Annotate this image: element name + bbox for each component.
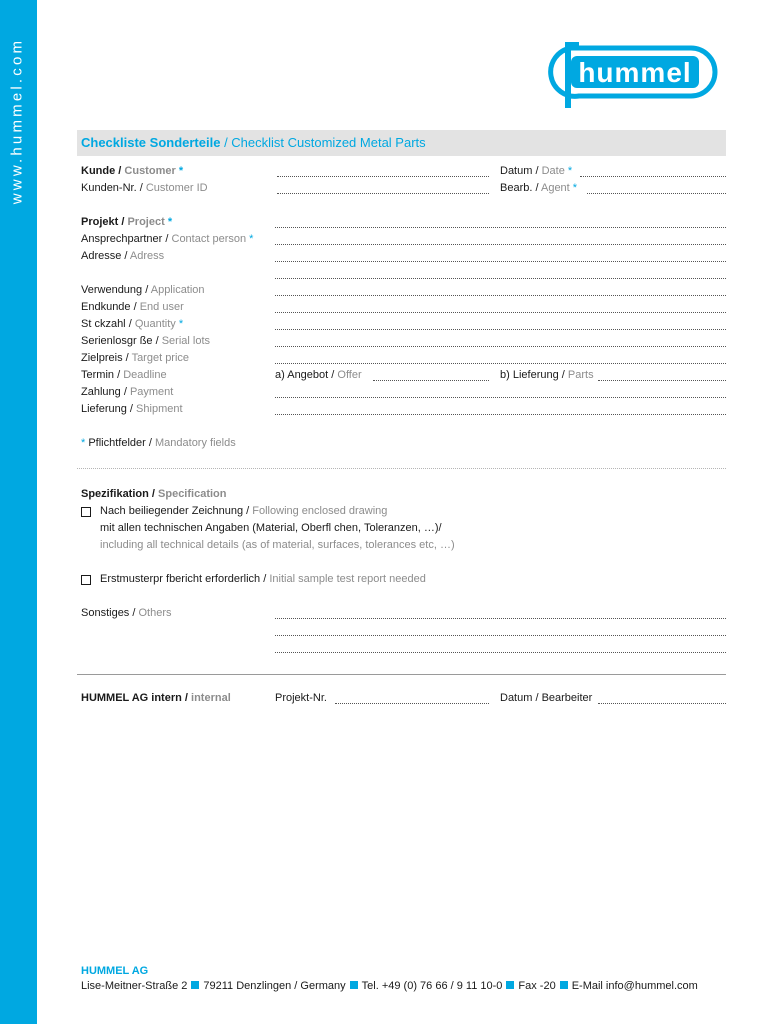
footer-city: 79211 Denzlingen / Germany xyxy=(203,980,346,992)
project-label: Projekt / Project * xyxy=(81,216,173,228)
drawing-label: Nach beiliegender Zeichnung / Following enclosed drawing xyxy=(100,505,388,517)
payment-field[interactable] xyxy=(275,387,726,398)
website-url: www.hummel.com xyxy=(8,37,26,205)
serial-lots-field[interactable] xyxy=(275,336,726,347)
offer-label: a) Angebot / Offer xyxy=(275,369,362,381)
quantity-field[interactable] xyxy=(275,319,726,330)
footer-email[interactable]: E-Mail info@hummel.com xyxy=(571,980,698,992)
internal-divider xyxy=(77,674,726,675)
date-editor-label: Datum / Bearbeiter xyxy=(500,692,593,704)
others-field[interactable] xyxy=(275,608,726,619)
quantity-label: St ckzahl / Quantity * xyxy=(81,318,184,330)
footer-address xyxy=(81,980,698,992)
parts-delivery-label: b) Lieferung / Parts xyxy=(500,369,594,381)
address-field[interactable] xyxy=(275,251,726,262)
drawing-detail-en: including all technical details (as of material, surfaces, tolerances etc, …) xyxy=(100,539,455,551)
shipment-label: Lieferung / Shipment xyxy=(81,403,183,415)
internal-label: HUMMEL AG intern / internal xyxy=(81,692,231,704)
target-price-label: Zielpreis / Target price xyxy=(81,352,190,364)
title-bar xyxy=(77,130,726,156)
customer-id-label: Kunden-Nr. / Customer ID xyxy=(81,182,208,194)
application-field[interactable] xyxy=(275,285,726,296)
address-field-2[interactable] xyxy=(275,268,726,279)
customer-id-field[interactable] xyxy=(277,183,489,194)
shipment-field[interactable] xyxy=(275,404,726,415)
hummel-logo xyxy=(541,38,729,108)
application-label: Verwendung / Application xyxy=(81,284,205,296)
drawing-detail-de: mit allen technischen Angaben (Material, Oberfl chen, Toleranzen, …)/ xyxy=(100,522,442,534)
contact-person-label: Ansprechpartner / Contact person * xyxy=(81,233,254,245)
agent-field[interactable] xyxy=(587,183,726,194)
customer-field[interactable] xyxy=(277,166,489,177)
sample-report-checkbox[interactable] xyxy=(81,575,91,585)
end-user-label: Endkunde / End user xyxy=(81,301,184,313)
target-price-field[interactable] xyxy=(275,353,726,364)
mandatory-note: * Pflichtfelder / Mandatory fields xyxy=(81,437,236,449)
sidebar-brand-stripe xyxy=(0,0,37,1024)
others-field-3[interactable] xyxy=(275,642,726,653)
address-label: Adresse / Adress xyxy=(81,250,165,262)
footer-company: HUMMEL AG xyxy=(81,965,149,977)
footer-street: Lise-Meitner-Straße 2 xyxy=(81,980,188,992)
bullet-square-icon xyxy=(191,981,199,989)
deadline-label: Termin / Deadline xyxy=(81,369,167,381)
offer-field[interactable] xyxy=(373,370,489,381)
contact-person-field[interactable] xyxy=(275,234,726,245)
bullet-square-icon xyxy=(560,981,568,989)
divider xyxy=(77,468,726,469)
bullet-square-icon xyxy=(506,981,514,989)
project-number-field[interactable] xyxy=(335,693,489,704)
payment-label: Zahlung / Payment xyxy=(81,386,174,398)
agent-label: Bearb. / Agent * xyxy=(500,182,578,194)
footer-fax: Fax -20 xyxy=(518,980,556,992)
others-label: Sonstiges / Others xyxy=(81,607,172,619)
logo-text: hummel xyxy=(578,57,692,88)
page-title: Checkliste Sonderteile / Checklist Customized Metal Parts xyxy=(81,135,426,150)
serial-lots-label: Serienlosgr ße / Serial lots xyxy=(81,335,211,347)
project-field[interactable] xyxy=(275,217,726,228)
end-user-field[interactable] xyxy=(275,302,726,313)
date-label: Datum / Date * xyxy=(500,165,573,177)
bullet-square-icon xyxy=(350,981,358,989)
customer-label: Kunde / Customer * xyxy=(81,165,184,177)
sample-report-label: Erstmusterpr fbericht erforderlich / Initial sample test report needed xyxy=(100,573,426,585)
date-editor-field[interactable] xyxy=(598,693,726,704)
project-number-label: Projekt-Nr. xyxy=(275,692,327,704)
drawing-checkbox[interactable] xyxy=(81,507,91,517)
specification-heading: Spezifikation / Specification xyxy=(81,488,227,500)
date-field[interactable] xyxy=(580,166,726,177)
footer-tel: Tel. +49 (0) 76 66 / 9 11 10-0 xyxy=(361,980,503,992)
parts-delivery-field[interactable] xyxy=(598,370,726,381)
others-field-2[interactable] xyxy=(275,625,726,636)
